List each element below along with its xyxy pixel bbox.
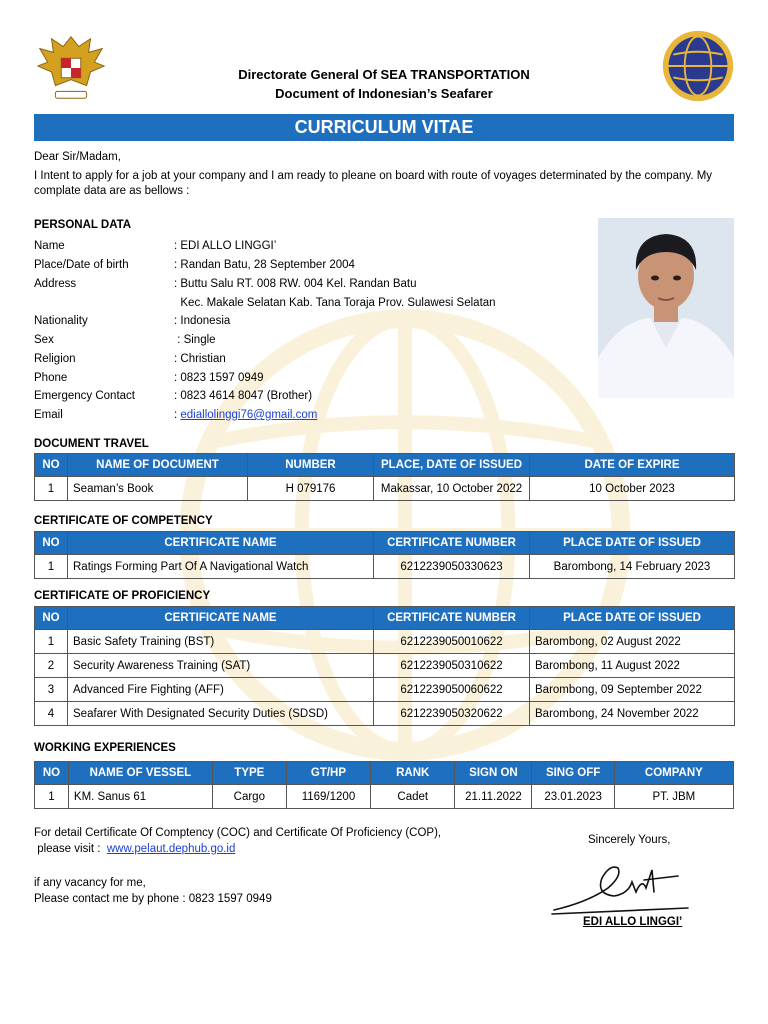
table-cell: 1	[35, 477, 68, 501]
column-header: CERTIFICATE NAME	[68, 532, 374, 555]
field-value: : Christian	[174, 353, 226, 365]
work-title: WORKING EXPERIENCES	[34, 742, 176, 754]
table-cell: 6212239050330623	[374, 555, 530, 579]
column-header: PLACE, DATE OF ISSUED	[374, 454, 530, 477]
column-header: DATE OF EXPIRE	[530, 454, 735, 477]
footer-contact-text: Please contact me by phone : 0823 1597 0949	[34, 893, 272, 905]
table-row	[35, 555, 735, 579]
greeting: Dear Sir/Madam,	[34, 151, 121, 163]
table-cell: KM. Sanus 61	[68, 785, 212, 809]
column-header: CERTIFICATE NAME	[68, 607, 374, 630]
field-label: Name	[34, 240, 65, 252]
field-label: Religion	[34, 353, 76, 365]
visit-label: please visit :	[34, 843, 107, 855]
table-cell: 2	[35, 654, 68, 678]
table-header-row	[35, 762, 734, 785]
field-label: Emergency Contact	[34, 390, 135, 402]
table-cell: 1169/1200	[286, 785, 370, 809]
table-cell: 6212239050320622	[374, 702, 530, 726]
document-travel-title: DOCUMENT TRAVEL	[34, 438, 149, 450]
table-row	[35, 477, 735, 501]
field-value: : Single	[174, 334, 216, 346]
cop-table	[34, 606, 735, 726]
work-table	[34, 761, 734, 809]
table-cell: 6212239050010622	[374, 630, 530, 654]
column-header: GT/HP	[286, 762, 370, 785]
table-cell: Advanced Fire Fighting (AFF)	[68, 678, 374, 702]
table-cell: PT. JBM	[614, 785, 733, 809]
table-cell: 6212239050310622	[374, 654, 530, 678]
field-value: : Randan Batu, 28 September 2004	[174, 259, 355, 271]
document-travel-table	[34, 453, 735, 501]
email-prefix: :	[174, 409, 181, 421]
intro-paragraph: I Intent to apply for a job at your company and I am ready to pleane on board with route of voyages determinated by the company. My complate data are as bellows :	[34, 170, 713, 197]
field-value: : 0823 4614 8047 (Brother)	[174, 390, 313, 402]
column-header: NAME OF DOCUMENT	[68, 454, 248, 477]
column-header: NUMBER	[248, 454, 374, 477]
column-header: CERTIFICATE NUMBER	[374, 532, 530, 555]
table-cell: Barombong, 24 November 2022	[530, 702, 735, 726]
signature-icon	[548, 858, 694, 918]
field-value: Kec. Makale Selatan Kab. Tana Toraja Prov. Sulawesi Selatan	[174, 297, 496, 309]
table-cell: Cargo	[212, 785, 286, 809]
table-cell: 21.11.2022	[455, 785, 532, 809]
table-cell: Cadet	[371, 785, 455, 809]
header-subtitle: Document of Indonesian’s Seafarer	[275, 86, 493, 101]
table-cell: 6212239050060622	[374, 678, 530, 702]
email-link[interactable]: ediallolinggi76@gmail.com	[180, 409, 318, 421]
table-row	[35, 654, 735, 678]
table-cell: Basic Safety Training (BST)	[68, 630, 374, 654]
coc-title: CERTIFICATE OF COMPETENCY	[34, 515, 213, 527]
table-row	[35, 678, 735, 702]
column-header: PLACE DATE OF ISSUED	[530, 532, 735, 555]
field-value: : Indonesia	[174, 315, 231, 327]
table-cell: 10 October 2023	[530, 477, 735, 501]
person-photo-icon	[598, 218, 734, 398]
coc-table	[34, 531, 735, 579]
column-header: PLACE DATE OF ISSUED	[530, 607, 735, 630]
table-cell: Seafarer With Designated Security Duties (SDSD)	[68, 702, 374, 726]
table-header-row	[35, 607, 735, 630]
table-cell: Security Awareness Training (SAT)	[68, 654, 374, 678]
field-value: : EDI ALLO LINGGI’	[174, 240, 277, 252]
field-label: Email	[34, 409, 63, 421]
field-label: Address	[34, 278, 77, 290]
column-header: NAME OF VESSEL	[68, 762, 212, 785]
field-label: Place/Date of birth	[34, 259, 129, 271]
table-cell: Makassar, 10 October 2022	[374, 477, 530, 501]
footer-detail-text: For detail Certificate Of Comptency (COC) and Certificate Of Proficiency (COP),	[34, 827, 442, 839]
column-header: RANK	[371, 762, 455, 785]
column-header: CERTIFICATE NUMBER	[374, 607, 530, 630]
sincerely-text: Sincerely Yours,	[588, 834, 671, 846]
personal-data-title: PERSONAL DATA	[34, 219, 132, 231]
cv-banner: CURRICULUM VITAE	[34, 114, 734, 141]
field-label: Nationality	[34, 315, 88, 327]
table-cell: Seaman’s Book	[68, 477, 248, 501]
website-link[interactable]: www.pelaut.dephub.go.id	[106, 843, 236, 855]
column-header: NO	[35, 532, 68, 555]
field-label: Sex	[34, 334, 54, 346]
column-header: NO	[35, 607, 68, 630]
header-title: Directorate General Of SEA TRANSPORTATION	[238, 67, 530, 82]
field-value: : Buttu Salu RT. 008 RW. 004 Kel. Randan Batu	[174, 278, 417, 290]
table-cell: Barombong, 14 February 2023	[530, 555, 735, 579]
signer-name: EDI ALLO LINGGI’	[583, 916, 683, 928]
table-cell: Barombong, 11 August 2022	[530, 654, 735, 678]
table-cell: 23.01.2023	[532, 785, 614, 809]
table-cell: 1	[35, 555, 68, 579]
column-header: COMPANY	[614, 762, 733, 785]
profile-photo	[598, 218, 734, 398]
footer-vacancy-text: if any vacancy for me,	[34, 877, 146, 889]
column-header: NO	[35, 762, 69, 785]
field-value: : 0823 1597 0949	[174, 372, 264, 384]
table-header-row	[35, 454, 735, 477]
column-header: SIGN ON	[455, 762, 532, 785]
table-cell: Barombong, 09 September 2022	[530, 678, 735, 702]
footer-visit-line	[34, 842, 235, 857]
field-label: Phone	[34, 372, 68, 384]
table-cell: 1	[35, 785, 69, 809]
table-cell: H 079176	[248, 477, 374, 501]
table-header-row	[35, 532, 735, 555]
table-cell: 1	[35, 630, 68, 654]
table-row	[35, 630, 735, 654]
column-header: SING OFF	[532, 762, 614, 785]
table-row	[35, 785, 734, 809]
table-cell: 3	[35, 678, 68, 702]
column-header: TYPE	[212, 762, 286, 785]
table-cell: Ratings Forming Part Of A Navigational Watch	[68, 555, 374, 579]
table-row	[35, 702, 735, 726]
table-cell: Barombong, 02 August 2022	[530, 630, 735, 654]
column-header: NO	[35, 454, 68, 477]
table-cell: 4	[35, 702, 68, 726]
cop-title: CERTIFICATE OF PROFICIENCY	[34, 590, 211, 602]
field-value	[174, 407, 317, 423]
